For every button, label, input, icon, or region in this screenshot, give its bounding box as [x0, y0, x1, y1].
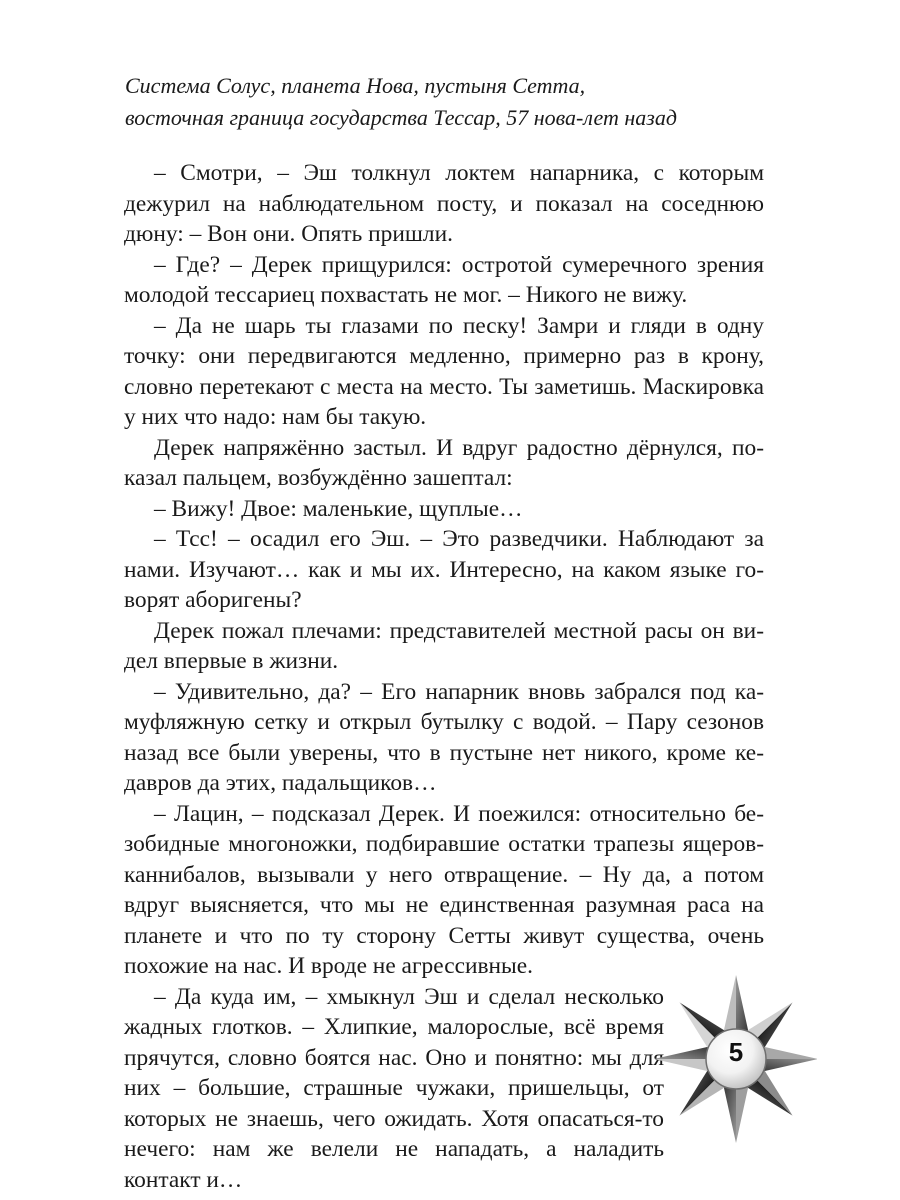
- page-number-badge: [655, 975, 817, 1143]
- page-number: 5: [728, 1037, 744, 1067]
- chapter-heading: [125, 70, 785, 134]
- paragraph: Дерек пожал плечами: представителей местной расы он видел впервые в жизни.: [124, 617, 764, 674]
- paragraph: – Тсс! – осадил его Эш. – Это разведчики. Наблюдают за нами. Изучают… как и мы их. Интересно, на каком языке говорят аборигены?: [124, 526, 764, 613]
- paragraph: – Да куда им, – хмыкнул Эш и сделал несколько жадных глотков. – Хлипкие, малорослые, всё время прячутся, словно боятся нас. Оно и понятно: мы для них – большие, страшные чужаки, пришельцы, от которых не знаешь, чего ожидать. Хотя опасаться-то нечего: нам же велели не нападать, а наладить контакт и…: [124, 983, 664, 1193]
- paragraph: – Вижу! Двое: маленькие, щуплые…: [154, 495, 523, 522]
- paragraph: Дерек напряжённо застыл. И вдруг радостно дёрнулся, показал пальцем, возбуждённо зашептал:: [124, 434, 764, 491]
- paragraph: – Смотри, – Эш толкнул локтем напарника, с которым дежурил на наблюдательном посту, и показал на соседнюю дюну: – Вон они. Опять пришли.: [124, 160, 764, 247]
- paragraph: – Где? – Дерек прищурился: остротой сумеречного зрения молодой тессариец похвастать не мог. – Никого не вижу.: [124, 251, 764, 308]
- heading-line-2: восточная граница государства Тессар, 57 нова-лет назад: [125, 105, 677, 130]
- heading-line-1: Система Солус, планета Нова, пустыня Сетта,: [125, 73, 586, 98]
- paragraph: – Да не шарь ты глазами по песку! Замри и гляди в одну точку: они передвигаются медленно, примерно раз в крону, словно перетекают с места на место. Ты заметишь. Маскировка у них что надо: нам бы такую.: [124, 312, 764, 430]
- paragraph: – Удивительно, да? – Его напарник вновь забрался под камуфляжную сетку и открыл бутылку с водой. – Пару сезонов назад все были уверены, что в пустыне нет никого, кроме кедавров да этих, падальщиков…: [124, 678, 764, 796]
- paragraph: – Лацин, – подсказал Дерек. И поежился: относительно безобидные многоножки, подбиравшие остатки трапезы ящеров-каннибалов, вызывали у него отвращение. – Ну да, а потом вдруг выясняется, что мы не единственная разумная раса на планете и что по ту сторону Сетты живут существа, очень похожие на нас. И вроде не агрессивные.: [124, 800, 764, 979]
